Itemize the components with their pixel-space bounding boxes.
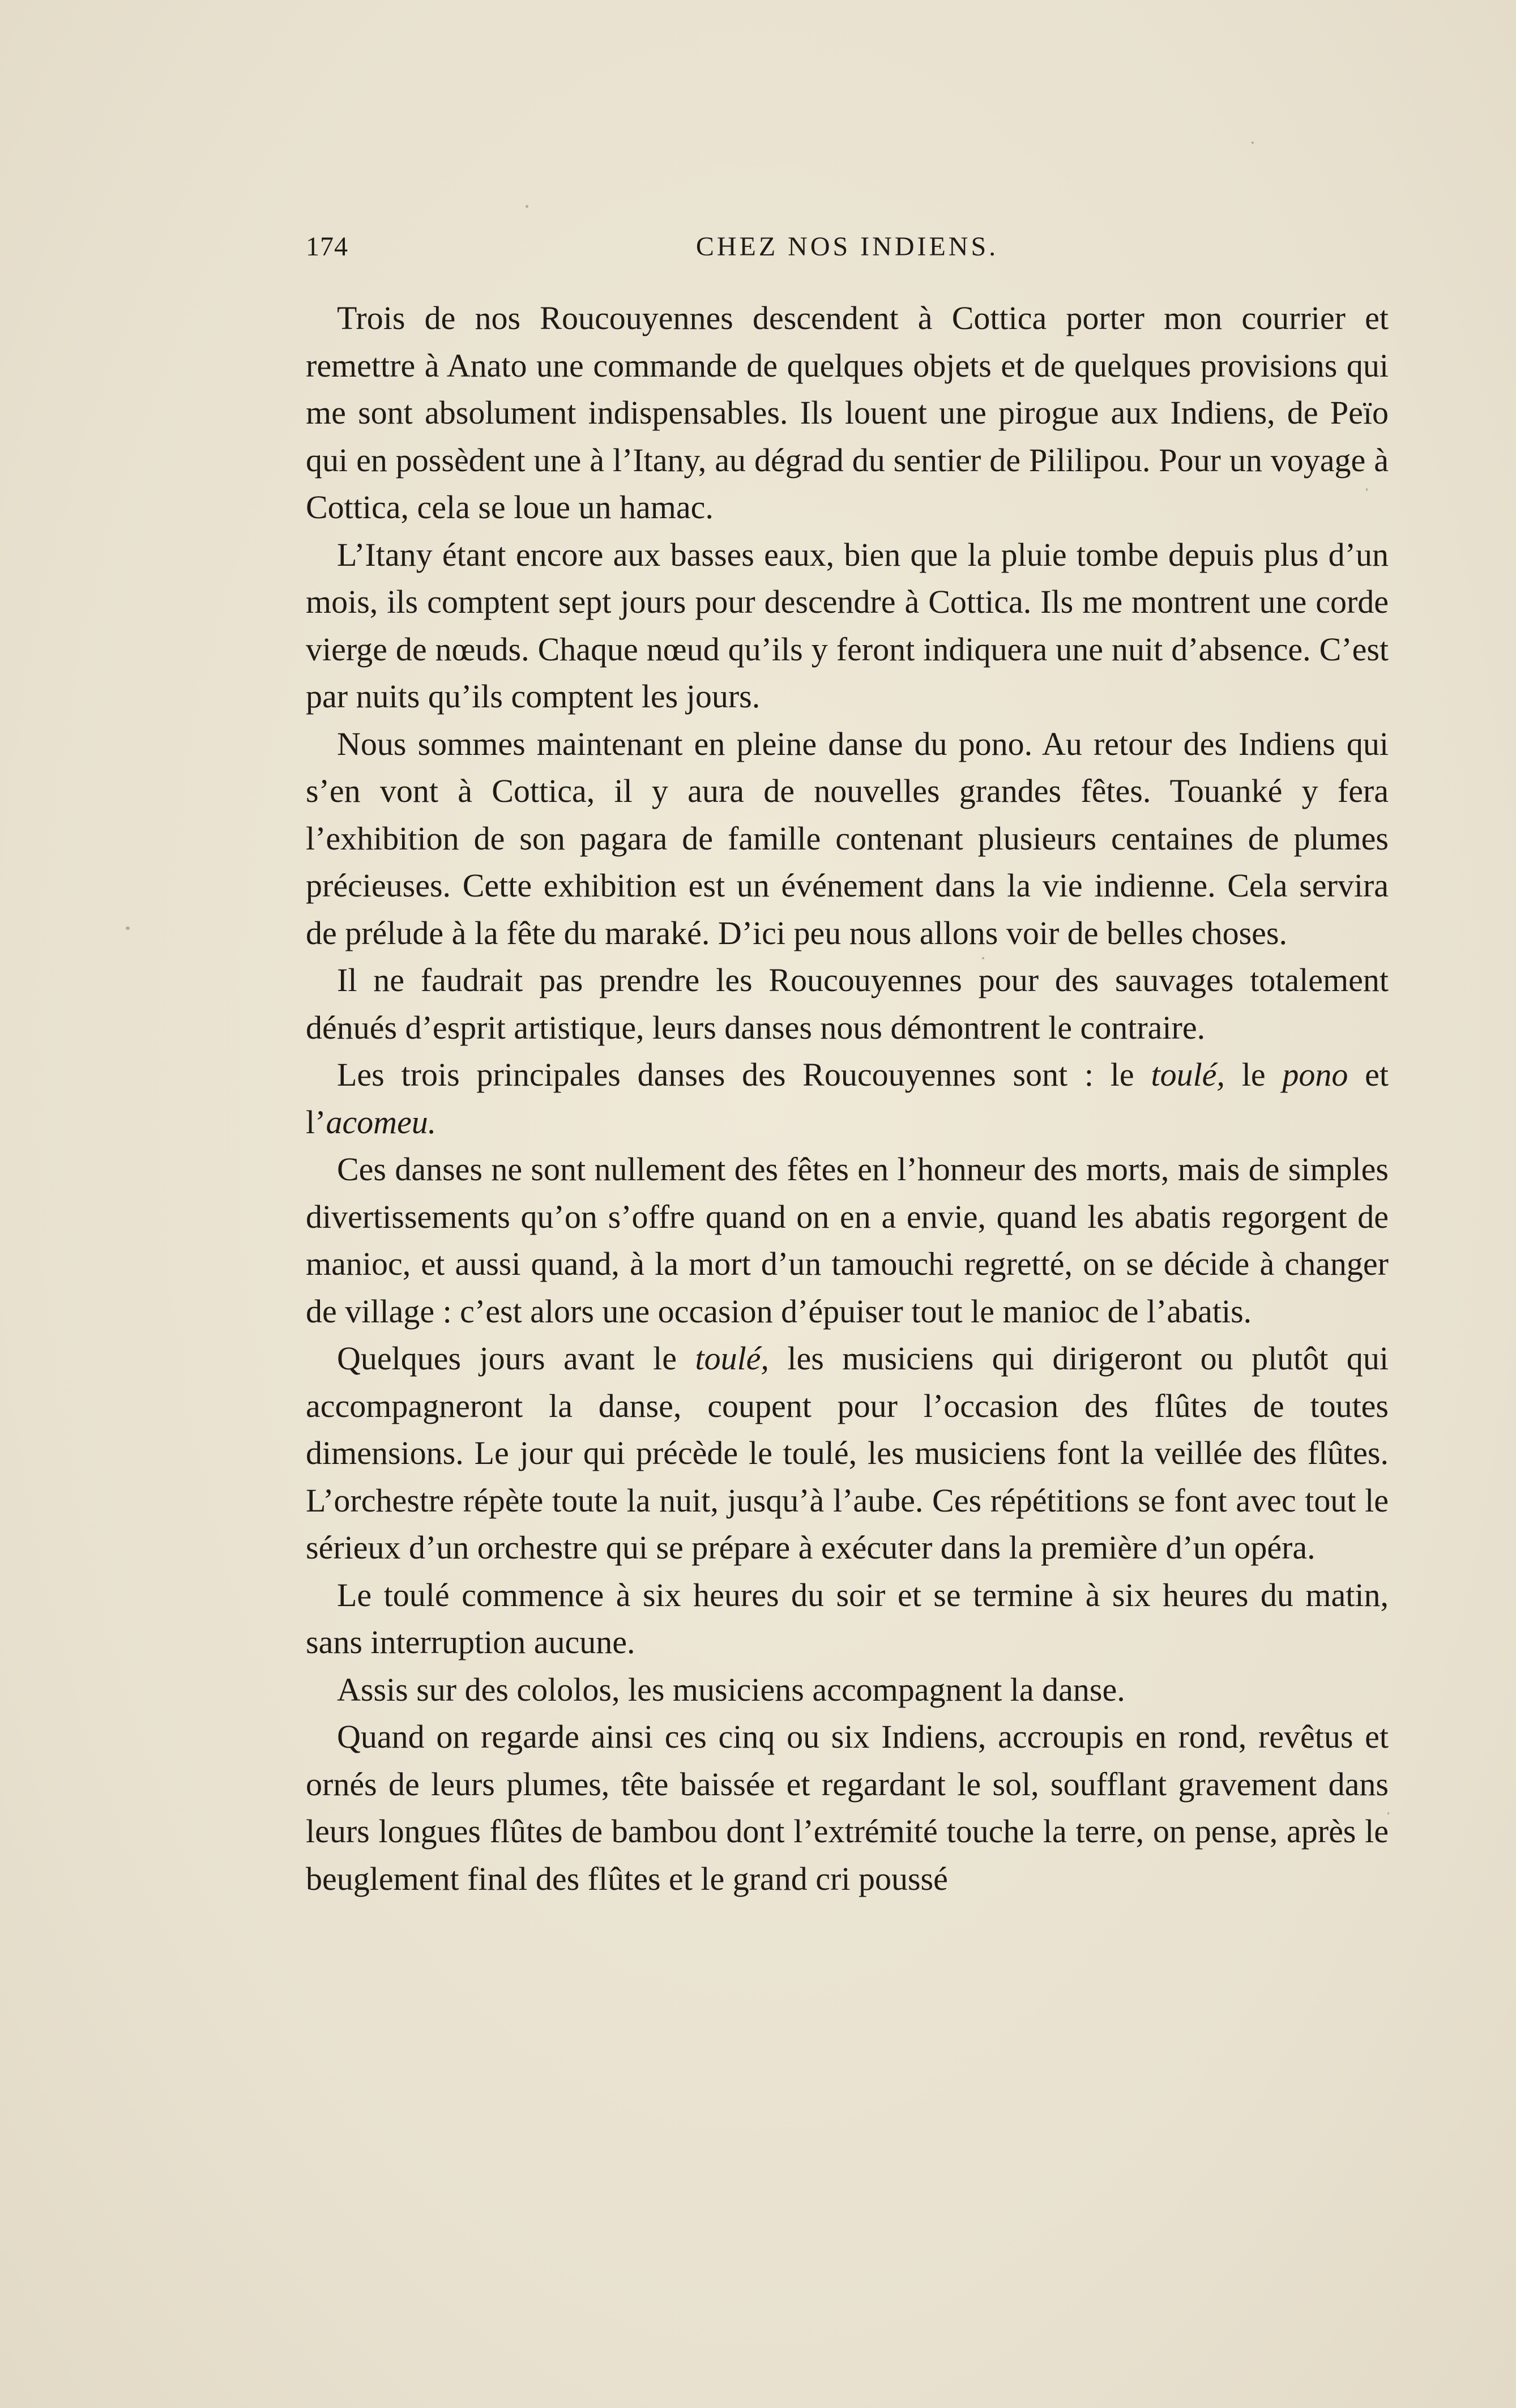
paragraph: Le toulé commence à six heures du soir et se termine à six heures du matin, sans interruption aucune. [306,1576,1389,1660]
paragraph: Ces danses ne sont nullement des fêtes en l’honneur des morts, mais de simples divertissements qu’on s’offre quand on en a envie, quand les abatis regorgent de manioc, et aussi quand, à la mort d’un tamouchi regretté, on se décide à changer de village : c’est alors une occasion d’épuiser tout le manioc de l’abatis. [306,1151,1389,1330]
paragraph: Quand on regarde ainsi ces cinq ou six Indiens, accroupis en rond, revêtus et ornés de leurs plumes, tête baissée et regardant le sol, soufflant gravement dans leurs longues flûtes de bambou dont l’extrémité touche la terre, on pense, après le beuglement final des flûtes et le grand cri poussé [306,1718,1389,1897]
paper-speck [526,205,528,208]
page-number: 174 [306,232,348,262]
body-text [306,294,1389,1902]
italic-term: toulé, [1151,1056,1225,1093]
paragraph: Trois de nos Roucouyennes descendent à Cottica porter mon courrier et remettre à Anato une commande de quelques objets et de quelques provisions qui me sont absolument indispensables. Ils louent une pirogue aux Indiens, de Peïo qui en possèdent une à l’Itany, au dégrad du sentier de Pililipou. Pour un voyage à Cottica, cela se loue un hamac. [306,300,1389,526]
paragraph-text: Quelques jours avant le [337,1340,695,1377]
paragraph-text: Les trois principales danses des Roucouyennes sont : le [337,1056,1151,1093]
italic-term: acomeu. [326,1103,437,1141]
running-head: CHEZ NOS INDIENS. [695,232,999,262]
paragraph: L’Itany étant encore aux basses eaux, bien que la pluie tombe depuis plus d’un mois, ils comptent sept jours pour descendre à Cottica. Ils me montrent une corde vierge de nœuds. Chaque nœud qu’ils y feront indiquera une nuit d’absence. C’est par nuits qu’ils comptent les jours. [306,536,1389,715]
paragraph [306,1335,1389,1572]
paper-speck [1252,142,1254,144]
paragraph: Il ne faudrait pas prendre les Roucouyennes pour des sauvages totalement dénués d’esprit artistique, leurs danses nous démontrent le contraire. [306,962,1389,1046]
paragraph-text: et l’ [306,1056,1389,1141]
page-header [306,231,1389,276]
italic-term: toulé, [695,1340,769,1377]
paragraph: Assis sur des cololos, les musiciens accompagnent la danse. [337,1671,1125,1708]
paragraph-text: les musiciens qui dirigeront ou plutôt qui accompagneront la danse, coupent pour l’occasion des flûtes de toutes dimensions. Le jour qui précède le toulé, les musiciens font la veillée des flûtes. L’orchestre répète toute la nuit, jusqu’à l’aube. Ces répétitions se font avec tout le sérieux d’un orchestre qui se prépare à exécuter dans la première d’un opéra. [306,1340,1389,1566]
italic-term: pono [1282,1056,1348,1093]
paragraph-text: le [1224,1056,1283,1093]
paper-speck [126,927,130,930]
paragraph: Nous sommes maintenant en pleine danse du pono. Au retour des Indiens qui s’en vont à Cottica, il y aura de nouvelles grandes fêtes. Touanké y fera l’exhibition de son pagara de famille contenant plusieurs centaines de plumes précieuses. Cette exhibition est un événement dans la vie indienne. Cela servira de prélude à la fête du maraké. D’ici peu nous allons voir de belles choses. [306,725,1389,951]
paragraph [306,1051,1389,1146]
